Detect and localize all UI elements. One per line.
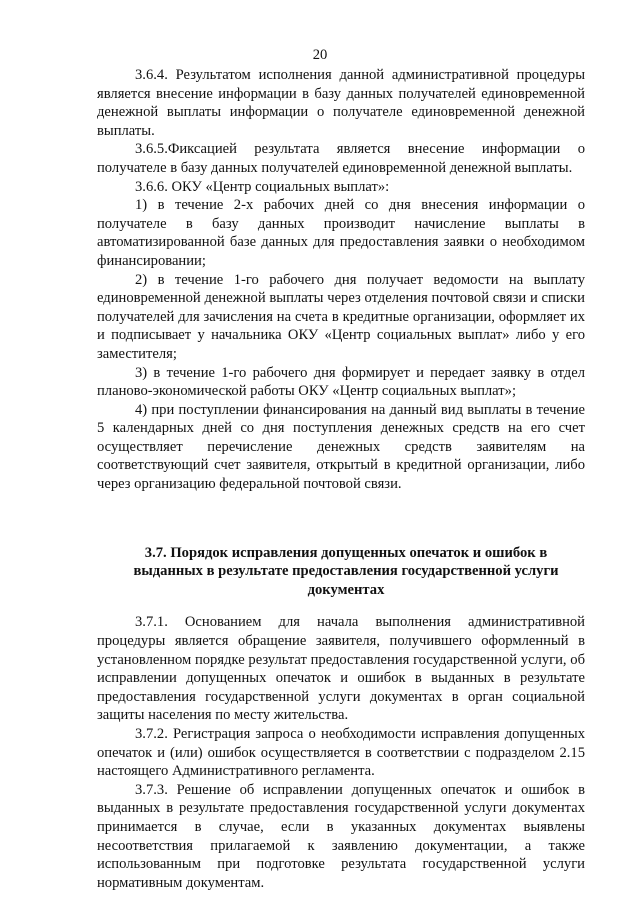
page-number: 20 <box>312 47 328 63</box>
paragraph-3-7-2: 3.7.2. Регистрация запроса о необходимости исправления допущенных опечаток и (или) ошибок осуществляется в соответствии с подразделом 2.15 настоящего Административного регламента. <box>97 726 585 780</box>
paragraph-3-6-4: 3.6.4. Результатом исполнения данной административной процедуры является внесение информации в базу данных получателей единовременной денежной выплаты информации о получателе единовременной денежной выплаты. <box>97 67 585 139</box>
list-item-4: 4) при поступлении финансирования на данный вид выплаты в течение 5 календарных дней со дня поступления денежных средств на его счет осуществляет перечисление денежных средств заявителям на соответствующий счет заявителя, открытый в кредитной организации, либо через организацию федеральной почтовой связи. <box>97 401 585 493</box>
paragraph-3-6-5: 3.6.5.Фиксацией результата является внесение информации о получателе в базу данных получателей единовременной денежной выплаты. <box>97 141 585 176</box>
paragraph-3-7-1: 3.7.1. Основанием для начала выполнения административной процедуры является обращение заявителя, получившего оформленный в установленном порядке результат предоставления государственной услуги, об исправлении допущенных опечаток и ошибок в выданных в результате предоставления государственной услуги документах в орган социальной защиты населения по месту жительства. <box>97 614 585 724</box>
paragraph-3-7-3: 3.7.3. Решение об исправлении допущенных опечаток и ошибок в выданных в результате предоставления государственной услуги документах принимается в случае, если в указанных документах выявлены несоответствия прилагаемой к заявлению документации, а также использованным при подготовке результата государственной услуги нормативным документам. <box>97 781 585 891</box>
section-heading-3-7: 3.7. Порядок исправления допущенных опечаток и ошибок в выданных в результате предоставления государственной услуги документах <box>133 544 559 598</box>
list-item-1: 1) в течение 2-х рабочих дней со дня внесения информации о получателе в базу данных производит начисление выплаты в автоматизированной базе данных для предоставления заявки о необходимом финансировании; <box>97 197 585 269</box>
list-item-3: 3) в течение 1-го рабочего дня формирует и передает заявку в отдел планово-экономической работы ОКУ «Центр социальных выплат»; <box>97 364 585 400</box>
list-item-2: 2) в течение 1-го рабочего дня получает ведомости на выплату единовременной денежной выплаты через отделения почтовой связи и списки получателей для зачисления на счета в кредитные организации, оформляет их и подписывает у начальника ОКУ «Центр социальных выплат» либо у его заместителя; <box>97 271 585 362</box>
paragraph-3-6-6: 3.6.6. ОКУ «Центр социальных выплат»: <box>135 178 390 195</box>
document-body <box>97 66 585 892</box>
